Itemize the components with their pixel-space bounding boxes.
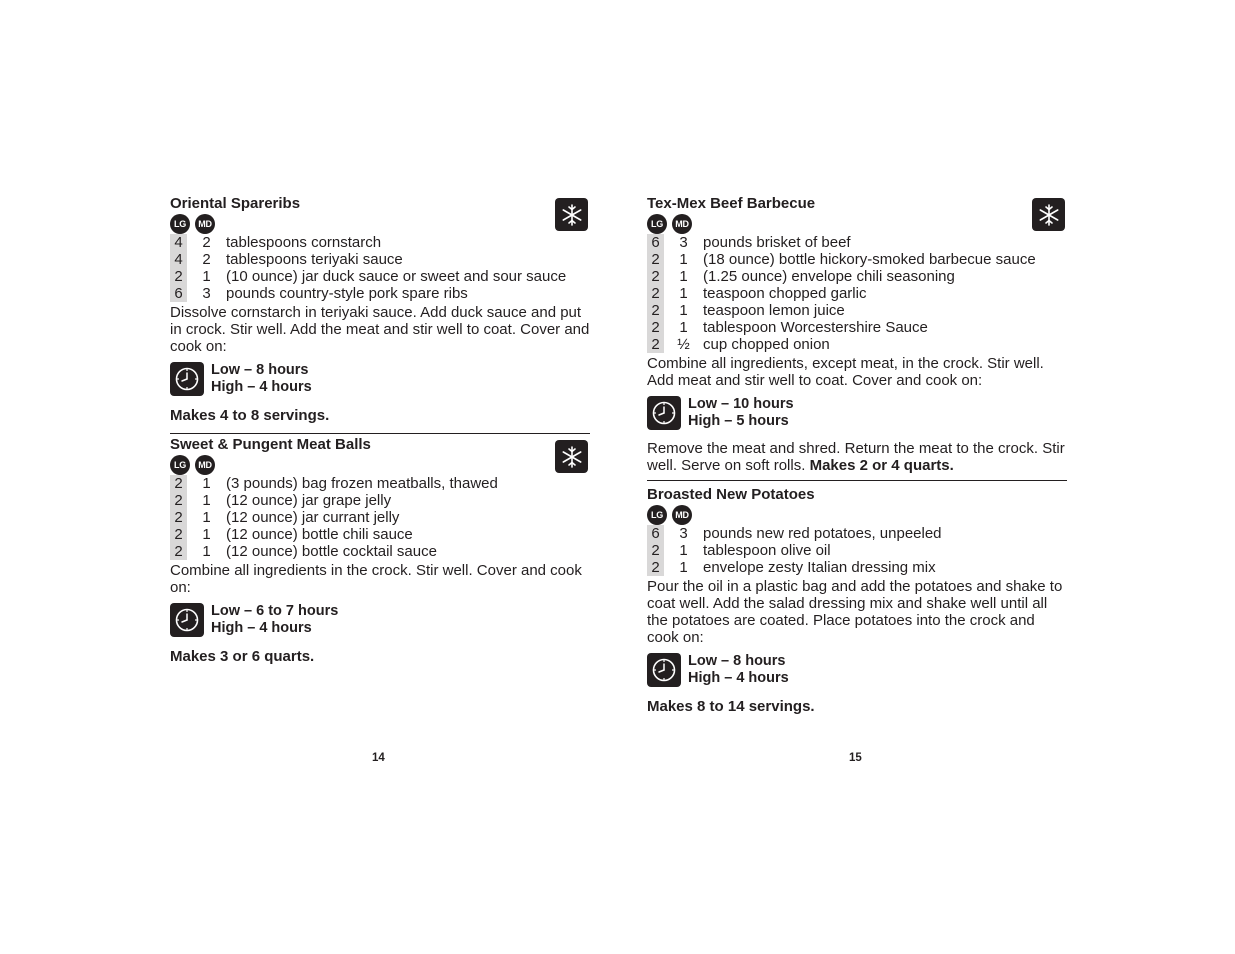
- ingredient-text: (12 ounce) bottle chili sauce: [226, 526, 413, 543]
- clock-icon: [170, 362, 204, 396]
- qty-medium: 3: [202, 285, 211, 302]
- ingredient-row: [170, 475, 590, 492]
- serving-directions: [647, 440, 1067, 477]
- qty-large: 2: [170, 526, 187, 543]
- cook-time-text: [688, 396, 794, 430]
- qty-medium: 1: [679, 542, 688, 559]
- ingredient-row: [647, 234, 1067, 251]
- qty-medium: 1: [679, 559, 688, 576]
- ingredient-row: [647, 251, 1067, 268]
- low-time: Low – 6 to 7 hours: [211, 603, 339, 619]
- ingredient-row: [170, 492, 590, 509]
- qty-medium: 2: [202, 251, 211, 268]
- ingredient-text: pounds brisket of beef: [703, 234, 851, 251]
- qty-medium: 1: [679, 302, 688, 319]
- ingredient-text: (18 ounce) bottle hickory-smoked barbecue sauce: [703, 251, 1036, 268]
- low-time: Low – 8 hours: [211, 362, 309, 378]
- cook-time-text: [688, 653, 789, 687]
- qty-medium: 3: [679, 525, 688, 542]
- snowflake-icon: [1032, 198, 1065, 231]
- ingredient-row: [170, 234, 590, 251]
- recipe-tex-mex-beef-barbecue: [647, 194, 1067, 477]
- qty-medium: 1: [202, 268, 211, 285]
- ingredient-text: tablespoons cornstarch: [226, 234, 382, 251]
- low-time: Low – 10 hours: [688, 396, 794, 412]
- ingredient-text: (12 ounce) bottle cocktail sauce: [226, 543, 437, 560]
- recipe-title: Broasted New Potatoes: [647, 486, 815, 503]
- size-badges: [647, 213, 1067, 234]
- ingredient-text: pounds new red potatoes, unpeeled: [703, 525, 942, 542]
- badge-lg: LG: [170, 455, 190, 475]
- qty-medium: 1: [202, 543, 211, 560]
- snowflake-icon: [555, 198, 588, 231]
- cook-times: [647, 653, 1067, 687]
- size-badges: [170, 213, 590, 234]
- snowflake-icon: [555, 440, 588, 473]
- after-text: Remove the meat and shred. Return the meat to the crock. Stir well. Serve on soft rolls.: [647, 440, 1065, 474]
- qty-large: 2: [647, 251, 664, 268]
- yield: Makes 8 to 14 servings.: [647, 698, 815, 715]
- ingredient-text: teaspoon lemon juice: [703, 302, 845, 319]
- qty-large: 2: [647, 336, 664, 353]
- right-page: [647, 194, 1067, 721]
- qty-large: 2: [647, 559, 664, 576]
- ingredient-row: [647, 525, 1067, 542]
- badge-lg: LG: [647, 214, 667, 234]
- ingredient-text: tablespoon Worcestershire Sauce: [703, 319, 928, 336]
- qty-large: 6: [170, 285, 187, 302]
- badge-md: MD: [672, 214, 692, 234]
- size-badges: [170, 454, 590, 475]
- yield: Makes 4 to 8 servings.: [170, 407, 330, 424]
- yield: Makes 3 or 6 quarts.: [170, 648, 315, 665]
- high-time: High – 4 hours: [211, 379, 312, 395]
- qty-medium: 1: [202, 509, 211, 526]
- clock-icon: [647, 653, 681, 687]
- badge-lg: LG: [170, 214, 190, 234]
- high-time: High – 5 hours: [688, 413, 789, 429]
- qty-large: 4: [170, 251, 187, 268]
- qty-large: 2: [647, 542, 664, 559]
- qty-large: 6: [647, 234, 664, 251]
- badge-md: MD: [195, 455, 215, 475]
- recipe-title: Oriental Spareribs: [170, 195, 301, 212]
- ingredient-text: pounds country-style pork spare ribs: [226, 285, 468, 302]
- qty-large: 2: [170, 509, 187, 526]
- left-page: [170, 194, 590, 671]
- ingredient-text: (12 ounce) jar grape jelly: [226, 492, 392, 509]
- qty-medium: 3: [679, 234, 688, 251]
- page-number-right: 15: [849, 752, 862, 764]
- high-time: High – 4 hours: [688, 670, 789, 686]
- recipe-broasted-new-potatoes: [647, 480, 1067, 721]
- qty-medium: 1: [202, 526, 211, 543]
- directions: Pour the oil in a plastic bag and add the potatoes and shake to coat well. Add the salad dressing mix and shake well until all the potatoes are coated. Place potatoes into the crock and cook on:: [647, 578, 1063, 646]
- ingredient-row: [647, 542, 1067, 559]
- qty-medium: 1: [679, 251, 688, 268]
- badge-lg: LG: [647, 505, 667, 525]
- qty-large: 2: [170, 492, 187, 509]
- qty-large: 2: [647, 302, 664, 319]
- ingredient-row: [647, 319, 1067, 336]
- ingredient-row: [170, 251, 590, 268]
- ingredient-text: teaspoon chopped garlic: [703, 285, 867, 302]
- cook-times: [647, 396, 1067, 430]
- qty-medium: 1: [679, 319, 688, 336]
- recipe-title: Sweet & Pungent Meat Balls: [170, 436, 371, 453]
- ingredient-row: [647, 285, 1067, 302]
- recipe-oriental-spareribs: [170, 194, 590, 430]
- ingredient-row: [647, 302, 1067, 319]
- ingredient-row: [647, 559, 1067, 576]
- ingredient-text: (3 pounds) bag frozen meatballs, thawed: [226, 475, 498, 492]
- qty-medium: 1: [202, 475, 211, 492]
- cook-times: [170, 603, 590, 637]
- yield: Makes 2 or 4 quarts.: [809, 457, 954, 474]
- ingredient-row: [647, 336, 1067, 353]
- directions: Combine all ingredients in the crock. Stir well. Cover and cook on:: [170, 562, 582, 596]
- low-time: Low – 8 hours: [688, 653, 786, 669]
- directions: Combine all ingredients, except meat, in the crock. Stir well. Add meat and stir well to coat. Cover and cook on:: [647, 355, 1044, 389]
- page-number-left: 14: [372, 752, 385, 764]
- ingredient-row: [170, 543, 590, 560]
- qty-large: 4: [170, 234, 187, 251]
- ingredient-text: (12 ounce) jar currant jelly: [226, 509, 400, 526]
- qty-large: 2: [170, 268, 187, 285]
- qty-medium: 1: [679, 268, 688, 285]
- qty-large: 2: [647, 268, 664, 285]
- ingredient-text: (1.25 ounce) envelope chili seasoning: [703, 268, 955, 285]
- ingredient-row: [170, 285, 590, 302]
- clock-icon: [647, 396, 681, 430]
- ingredient-row: [647, 268, 1067, 285]
- ingredient-text: (10 ounce) jar duck sauce or sweet and sour sauce: [226, 268, 567, 285]
- qty-large: 2: [647, 285, 664, 302]
- qty-large: 2: [647, 319, 664, 336]
- ingredient-text: envelope zesty Italian dressing mix: [703, 559, 936, 576]
- clock-icon: [170, 603, 204, 637]
- ingredient-row: [170, 268, 590, 285]
- badge-md: MD: [195, 214, 215, 234]
- cook-times: [170, 362, 590, 396]
- cook-time-text: [211, 362, 312, 396]
- qty-medium: 1: [679, 285, 688, 302]
- high-time: High – 4 hours: [211, 620, 312, 636]
- qty-medium: 1: [202, 492, 211, 509]
- ingredient-row: [170, 526, 590, 543]
- ingredient-text: tablespoons teriyaki sauce: [226, 251, 403, 268]
- ingredient-text: cup chopped onion: [703, 336, 830, 353]
- ingredient-text: tablespoon olive oil: [703, 542, 831, 559]
- recipe-sweet-pungent-meat-balls: [170, 433, 590, 671]
- recipe-title: Tex-Mex Beef Barbecue: [647, 195, 816, 212]
- qty-large: 2: [170, 475, 187, 492]
- qty-medium: 2: [202, 234, 211, 251]
- cook-time-text: [211, 603, 338, 637]
- ingredient-row: [170, 509, 590, 526]
- qty-medium: ½: [677, 336, 690, 353]
- qty-large: 6: [647, 525, 664, 542]
- size-badges: [647, 504, 1067, 525]
- badge-md: MD: [672, 505, 692, 525]
- directions: Dissolve cornstarch in teriyaki sauce. Add duck sauce and put in crock. Stir well. Add the meat and stir well to coat. Cover and cook on:: [170, 304, 590, 355]
- qty-large: 2: [170, 543, 187, 560]
